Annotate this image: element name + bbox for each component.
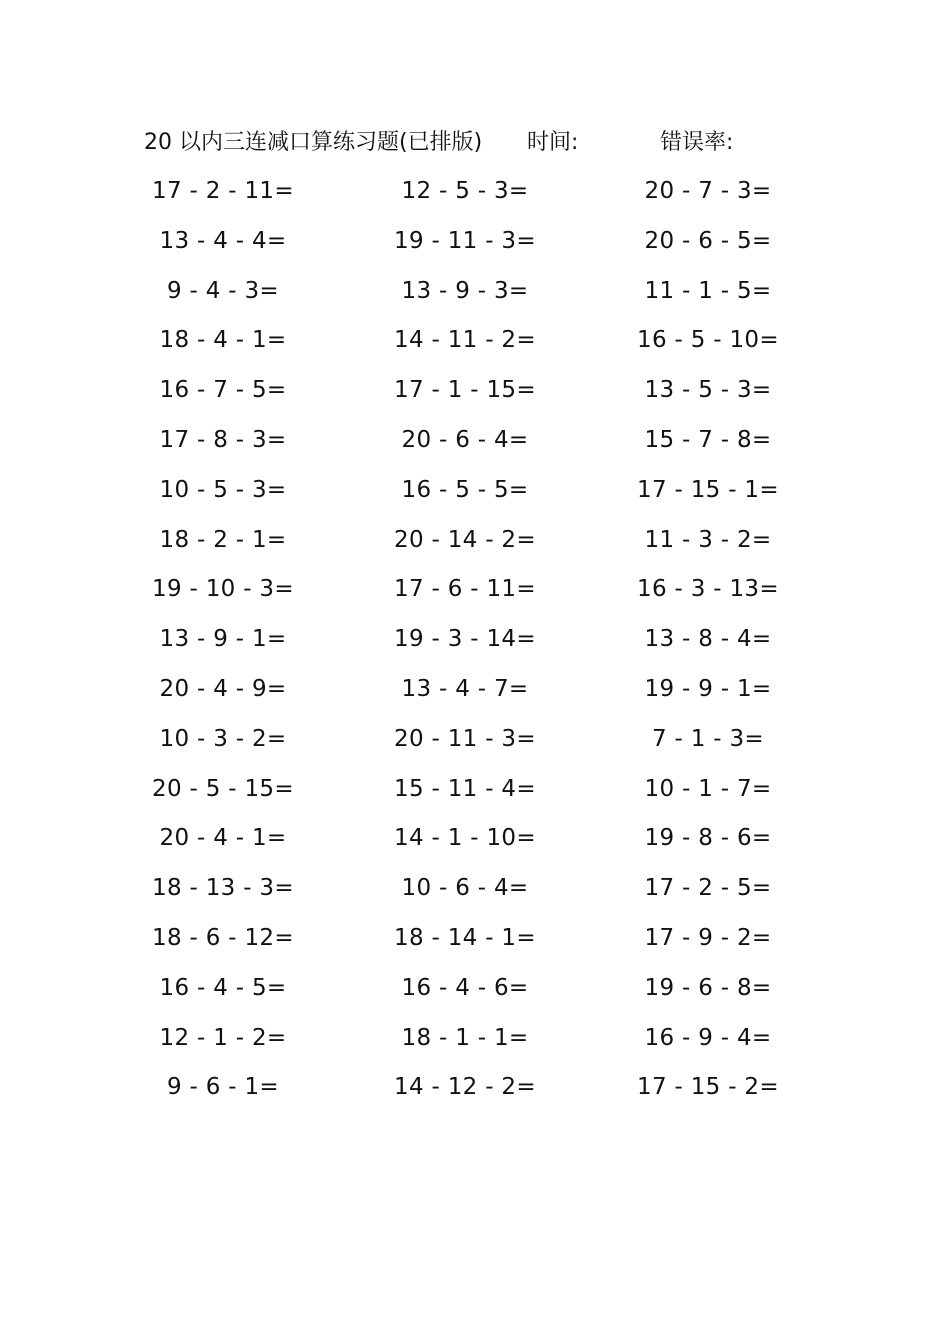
problem-item: 11 - 3 - 2=	[644, 526, 772, 553]
problem-item: 11 - 1 - 5=	[644, 277, 772, 304]
problem-item: 18 - 14 - 1=	[394, 924, 536, 951]
problem-item: 19 - 9 - 1=	[644, 675, 772, 702]
problem-row	[0, 969, 950, 1019]
problem-item: 20 - 4 - 1=	[159, 825, 287, 852]
problem-row	[0, 272, 950, 322]
problem-item: 20 - 14 - 2=	[394, 526, 536, 553]
problem-item: 16 - 7 - 5=	[159, 377, 287, 404]
problem-row	[0, 1068, 950, 1118]
problem-item: 9 - 6 - 1=	[166, 1074, 279, 1101]
problem-item: 18 - 2 - 1=	[159, 526, 287, 553]
problem-item: 10 - 6 - 4=	[401, 875, 529, 902]
problem-row	[0, 321, 950, 371]
problem-row	[0, 919, 950, 969]
problem-item: 17 - 2 - 11=	[152, 178, 294, 204]
problem-item: 15 - 7 - 8=	[644, 426, 772, 453]
problem-item: 13 - 4 - 7=	[401, 675, 529, 702]
problem-row	[0, 421, 950, 471]
problem-item: 15 - 11 - 4=	[394, 775, 536, 802]
problem-item: 13 - 5 - 3=	[644, 377, 772, 404]
problem-row	[0, 819, 950, 869]
problem-row	[0, 1019, 950, 1069]
problem-item: 19 - 3 - 14=	[394, 626, 536, 653]
problem-item: 19 - 11 - 3=	[394, 227, 536, 254]
problem-item: 18 - 4 - 1=	[159, 327, 287, 354]
problem-item: 17 - 15 - 2=	[637, 1074, 779, 1101]
problem-item: 17 - 2 - 5=	[644, 875, 772, 902]
problem-item: 17 - 6 - 11=	[394, 576, 536, 603]
worksheet-title: 20 以内三连减口算练习题(已排版)	[144, 130, 483, 155]
problem-item: 20 - 6 - 5=	[644, 227, 772, 254]
problem-row	[0, 521, 950, 571]
problem-item: 14 - 11 - 2=	[394, 327, 536, 354]
problem-item: 16 - 4 - 5=	[159, 974, 287, 1001]
problem-item: 13 - 4 - 4=	[159, 227, 287, 254]
problem-item: 16 - 3 - 13=	[637, 576, 779, 603]
error-rate-label: 错误率:	[660, 130, 734, 155]
problem-item: 17 - 8 - 3=	[159, 426, 287, 453]
problem-item: 10 - 5 - 3=	[159, 476, 287, 503]
problem-row	[0, 770, 950, 820]
problem-item: 20 - 5 - 15=	[152, 775, 294, 802]
problem-item: 20 - 4 - 9=	[159, 675, 287, 702]
problem-row	[0, 620, 950, 670]
problem-row	[0, 222, 950, 272]
problem-item: 18 - 1 - 1=	[401, 1024, 529, 1051]
problem-item: 14 - 1 - 10=	[394, 825, 536, 852]
problem-row	[0, 371, 950, 421]
problem-row	[0, 869, 950, 919]
problem-item: 13 - 9 - 1=	[159, 626, 287, 653]
problem-item: 16 - 9 - 4=	[644, 1024, 772, 1051]
problem-row	[0, 172, 950, 222]
problem-item: 10 - 1 - 7=	[644, 775, 772, 802]
problem-item: 7 - 1 - 3=	[651, 725, 764, 752]
problem-item: 17 - 9 - 2=	[644, 924, 772, 951]
problem-item: 17 - 1 - 15=	[394, 377, 536, 404]
worksheet-header	[144, 126, 794, 160]
problem-item: 19 - 8 - 6=	[644, 825, 772, 852]
problem-item: 19 - 6 - 8=	[644, 974, 772, 1001]
problem-row	[0, 570, 950, 620]
problem-item: 20 - 7 - 3=	[644, 178, 772, 204]
problem-row	[0, 670, 950, 720]
problem-row	[0, 720, 950, 770]
problem-item: 16 - 5 - 5=	[401, 476, 529, 503]
problem-item: 19 - 10 - 3=	[152, 576, 294, 603]
problem-item: 10 - 3 - 2=	[159, 725, 287, 752]
problem-item: 14 - 12 - 2=	[394, 1074, 536, 1101]
time-label: 时间:	[527, 130, 579, 155]
problem-item: 20 - 11 - 3=	[394, 725, 536, 752]
problem-grid	[0, 172, 950, 1118]
problem-item: 9 - 4 - 3=	[166, 277, 279, 304]
problem-item: 18 - 13 - 3=	[152, 875, 294, 902]
problem-item: 12 - 5 - 3=	[401, 178, 529, 204]
problem-item: 17 - 15 - 1=	[637, 476, 779, 503]
problem-item: 12 - 1 - 2=	[159, 1024, 287, 1051]
problem-item: 20 - 6 - 4=	[401, 426, 529, 453]
problem-item: 13 - 8 - 4=	[644, 626, 772, 653]
problem-item: 18 - 6 - 12=	[152, 924, 294, 951]
problem-item: 16 - 4 - 6=	[401, 974, 529, 1001]
problem-item: 16 - 5 - 10=	[637, 327, 779, 354]
problem-row	[0, 471, 950, 521]
problem-item: 13 - 9 - 3=	[401, 277, 529, 304]
